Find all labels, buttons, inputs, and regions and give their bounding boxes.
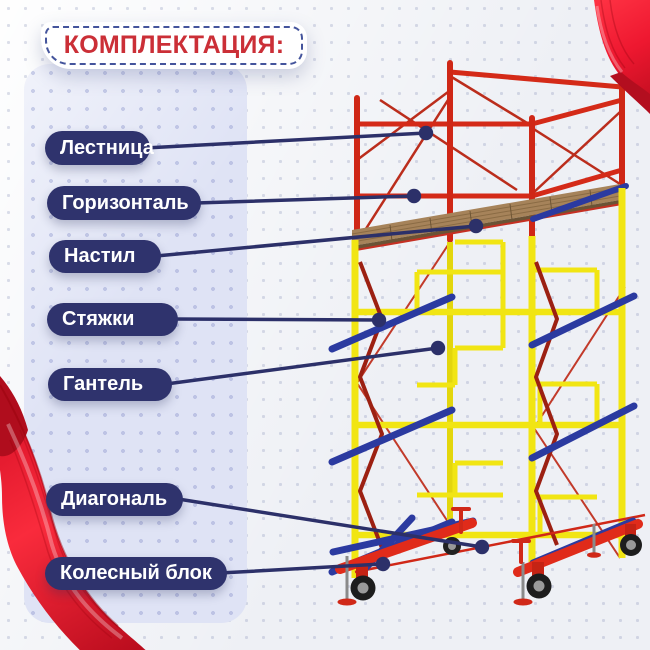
header-badge [41,22,307,69]
label-styazhki-text: Стяжки [62,308,135,330]
label-nastil-text: Настил [64,245,136,267]
header-badge-dashed-border [45,26,303,65]
frame-short-rails [417,242,597,497]
leader-dot-nastil [469,219,483,233]
caster-hub-rear-right [626,540,636,550]
leader-dot-gantel [431,341,445,355]
base-section [333,509,645,606]
label-gantel [48,368,172,401]
leader-dot-styazhki [372,313,386,327]
label-gorizontal [47,186,201,220]
jack-foot-rear-right [587,552,601,558]
label-kolesny-blok-text: Колесный блок [60,562,212,584]
caster-hub-front-left [358,583,369,594]
label-nastil [49,240,161,273]
page-title: КОМПЛЕКТАЦИЯ: [63,31,285,59]
label-gorizontal-text: Горизонталь [62,191,189,214]
label-lestnitsa-text: Лестница [60,136,154,159]
label-lestnitsa [45,131,154,165]
leader-dot-kolesny-blok [376,557,390,571]
jack-foot-left [338,599,357,606]
jack-foot-right [514,599,533,606]
frame-rail-stubs [417,242,597,535]
label-diagonal [46,483,183,516]
leader-dot-diagonal [475,540,489,554]
label-diagonal-text: Диагональ [61,488,168,510]
leader-dot-lestnitsa [419,126,433,140]
leader-dot-gorizontal [407,189,421,203]
label-styazhki [47,303,178,336]
label-gantel-text: Гантель [63,373,144,395]
caster-hub-front-right [534,581,545,592]
frame-thin-cross-braces [357,242,625,558]
label-kolesny-blok [45,557,227,590]
